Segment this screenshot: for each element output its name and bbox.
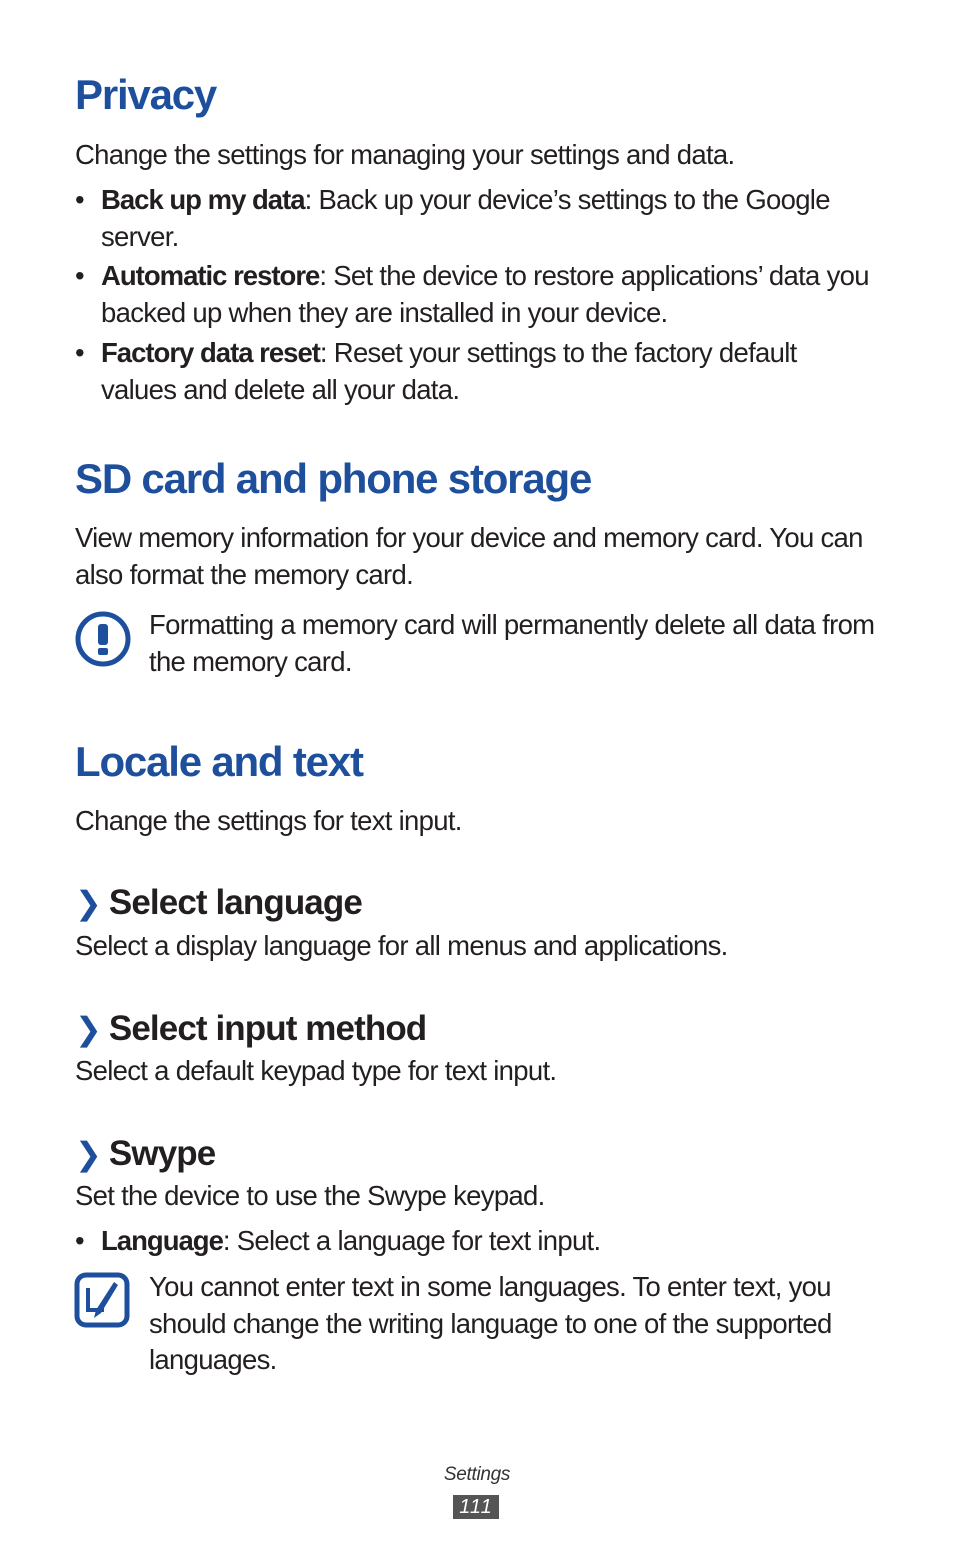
page-number: 111 — [453, 1495, 499, 1519]
locale-heading: Locale and text — [75, 738, 363, 785]
list-item-automatic-restore — [75, 258, 875, 331]
bullet: • — [75, 337, 84, 368]
footer-section-label: Settings — [443, 1464, 511, 1485]
locale-intro: Change the settings for text input. — [75, 805, 462, 836]
list-item-term: Factory data reset — [101, 337, 320, 368]
list-item-back-up — [75, 182, 875, 255]
swype-heading — [75, 1136, 215, 1171]
list-item-language — [75, 1223, 875, 1260]
chevron-right-icon: ❯ — [75, 1136, 101, 1172]
list-item-desc: : Select a language for text input. — [222, 1225, 601, 1256]
privacy-heading: Privacy — [75, 71, 217, 118]
subheading-label: Select input method — [108, 1009, 427, 1048]
note-text: You cannot enter text in some languages. To enter text, you should change the writing language to one of the supported languages. — [149, 1271, 832, 1375]
list-item-term: Automatic restore — [101, 260, 320, 291]
pen-note-icon — [74, 1272, 130, 1328]
list-item-term: Back up my data — [101, 184, 305, 215]
select-input-heading — [75, 1011, 426, 1046]
chevron-right-icon: ❯ — [75, 885, 101, 921]
list-item-factory-reset — [75, 335, 875, 408]
list-item-desc: : Reset your settings to the factory default values and delete all your data. — [101, 337, 797, 405]
select-language-heading — [75, 885, 362, 920]
warning-text: Formatting a memory card will permanently delete all data from the memory card. — [149, 609, 875, 677]
list-item-term: Language — [101, 1225, 223, 1256]
bullet: • — [75, 1225, 84, 1256]
swype-desc: Set the device to use the Swype keypad. — [75, 1180, 545, 1211]
storage-intro: View memory information for your device and memory card. You can also format the memory card. — [75, 522, 863, 590]
list-item-desc: : Back up your device’s settings to the Google server. — [101, 184, 830, 252]
select-input-desc: Select a default keypad type for text input. — [75, 1055, 557, 1086]
privacy-intro: Change the settings for managing your settings and data. — [75, 139, 735, 170]
bullet: • — [75, 184, 84, 215]
subheading-label: Swype — [108, 1134, 216, 1173]
exclamation-circle-icon — [74, 610, 132, 668]
chevron-right-icon: ❯ — [75, 1011, 101, 1047]
select-language-desc: Select a display language for all menus and applications. — [75, 930, 728, 961]
subheading-label: Select language — [108, 883, 362, 922]
bullet: • — [75, 260, 84, 291]
list-item-desc: : Set the device to restore applications’ data you backed up when they are installed in your device. — [101, 260, 869, 328]
storage-heading: SD card and phone storage — [75, 455, 592, 502]
